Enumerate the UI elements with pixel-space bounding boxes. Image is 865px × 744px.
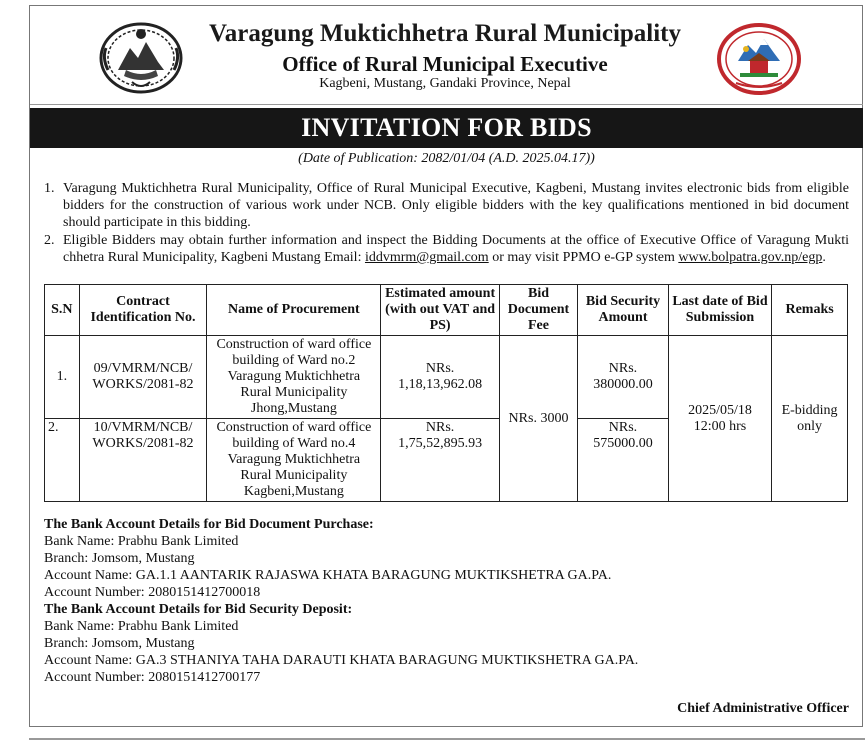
header-security: Bid Security Amount [578,285,669,336]
paragraph-text-mid: or may visit PPMO e-GP system [488,250,679,265]
cell-contract-id: 09/VMRM/NCB/ WORKS/2081-82 [79,336,207,419]
bank-security-account-name: Account Name: GA.3 STHANIYA TAHA DARAUTI KHATA BARAGUNG MUKTIKSHETRA GA.PA. [44,653,639,668]
header-contract-id: Contract Identification No. [79,285,207,336]
bottom-divider [29,738,865,740]
paragraph-text: Varagung Muktichhetra Rural Municipality, Office of Rural Municipal Executive, Kagbeni, Mustang invites electronic bids from eligible bidders for the construction of various work under NCB. Only eligible bidders with the key qualifications mentioned in bid document should participate in this bidding. [63,181,849,230]
signatory-title: Chief Administrative Officer [677,701,849,716]
nepal-emblem-icon [96,18,186,96]
bank-security-account-number: Account Number: 2080151412700177 [44,670,261,685]
cell-remarks: E-bidding only [772,336,848,502]
bank-security-heading: The Bank Account Details for Bid Security Deposit: [44,602,353,617]
table-row [45,336,848,419]
cell-sn: 1. [45,336,80,419]
cell-security: NRs. 380000.00 [578,336,669,419]
cell-procurement: Construction of ward office building of Ward no.2 Varagung Muktichhetra Rural Municipality Jhong,Mustang [207,336,381,419]
municipality-name: Varagung Muktichhetra Rural Municipality [208,20,682,47]
bank-purchase-name: Bank Name: Prabhu Bank Limited [44,534,239,549]
egp-website-link[interactable]: www.bolpatra.gov.np/egp [678,250,823,265]
paragraph-number: 2. [44,233,55,248]
cell-last-date: 2025/05/18 12:00 hrs [668,336,771,502]
email-link[interactable]: iddvmrm@gmail.com [364,250,489,265]
header-last-date: Last date of Bid Submission [668,285,771,336]
cell-doc-fee: NRs. 3000 [499,336,577,502]
paragraph-text-start: Eligible Bidders may obtain further information and inspect the Bidding Documents at the office of Executive Office of Varagung Mukti​chhetra Rural Municipality, Kagbeni Mustang Email: [63,233,849,265]
bank-purchase-branch: Branch: Jomsom, Mustang [44,551,195,566]
bid-table [44,284,848,502]
municipality-seal-icon [716,23,802,95]
bank-security-branch: Branch: Jomsom, Mustang [44,636,195,651]
cell-security: NRs. 575000.00 [578,419,669,502]
header-procurement: Name of Procurement [207,285,381,336]
paragraph-1 [44,180,849,231]
office-name: Office of Rural Municipal Executive [282,52,608,76]
cell-sn: 2. [45,419,80,502]
cell-amount: NRs. 1,18,13,962.08 [381,336,499,419]
cell-procurement: Construction of ward office building of Ward no.4 Varagung Muktichhetra Rural Municipality Kagbeni,Mustang [207,419,381,502]
paragraph-2 [44,232,849,266]
header-doc-fee: Bid Document Fee [499,285,577,336]
header-sn: S.N [45,285,80,336]
cell-contract-id: 10/VMRM/NCB/ WORKS/2081-82 [79,419,207,502]
bank-purchase-account-number: Account Number: 2080151412700018 [44,585,261,600]
cell-amount: NRs. 1,75,52,895.93 [381,419,499,502]
header-amount: Estimated amount (with out VAT and PS) [381,285,499,336]
paragraph-text-end: . [822,250,826,265]
bank-purchase-heading: The Bank Account Details for Bid Document Purchase: [44,517,374,532]
office-address: Kagbeni, Mustang, Gandaki Province, Nepal [319,76,571,91]
header-remarks: Remaks [772,285,848,336]
notice-title: INVITATION FOR BIDS [30,108,863,148]
publication-date: (Date of Publication: 2082/01/04 (A.D. 2025.04.17)) [298,151,595,166]
bank-security-name: Bank Name: Prabhu Bank Limited [44,619,239,634]
bank-purchase-account-name: Account Name: GA.1.1 AANTARIK RAJASWA KHATA BARAGUNG MUKTIKSHETRA GA.PA. [44,568,612,583]
header-divider [30,104,863,105]
table-header-row [45,285,848,336]
bank-details [44,516,849,686]
paragraph-text [63,232,849,266]
paragraph-number: 1. [44,181,55,196]
